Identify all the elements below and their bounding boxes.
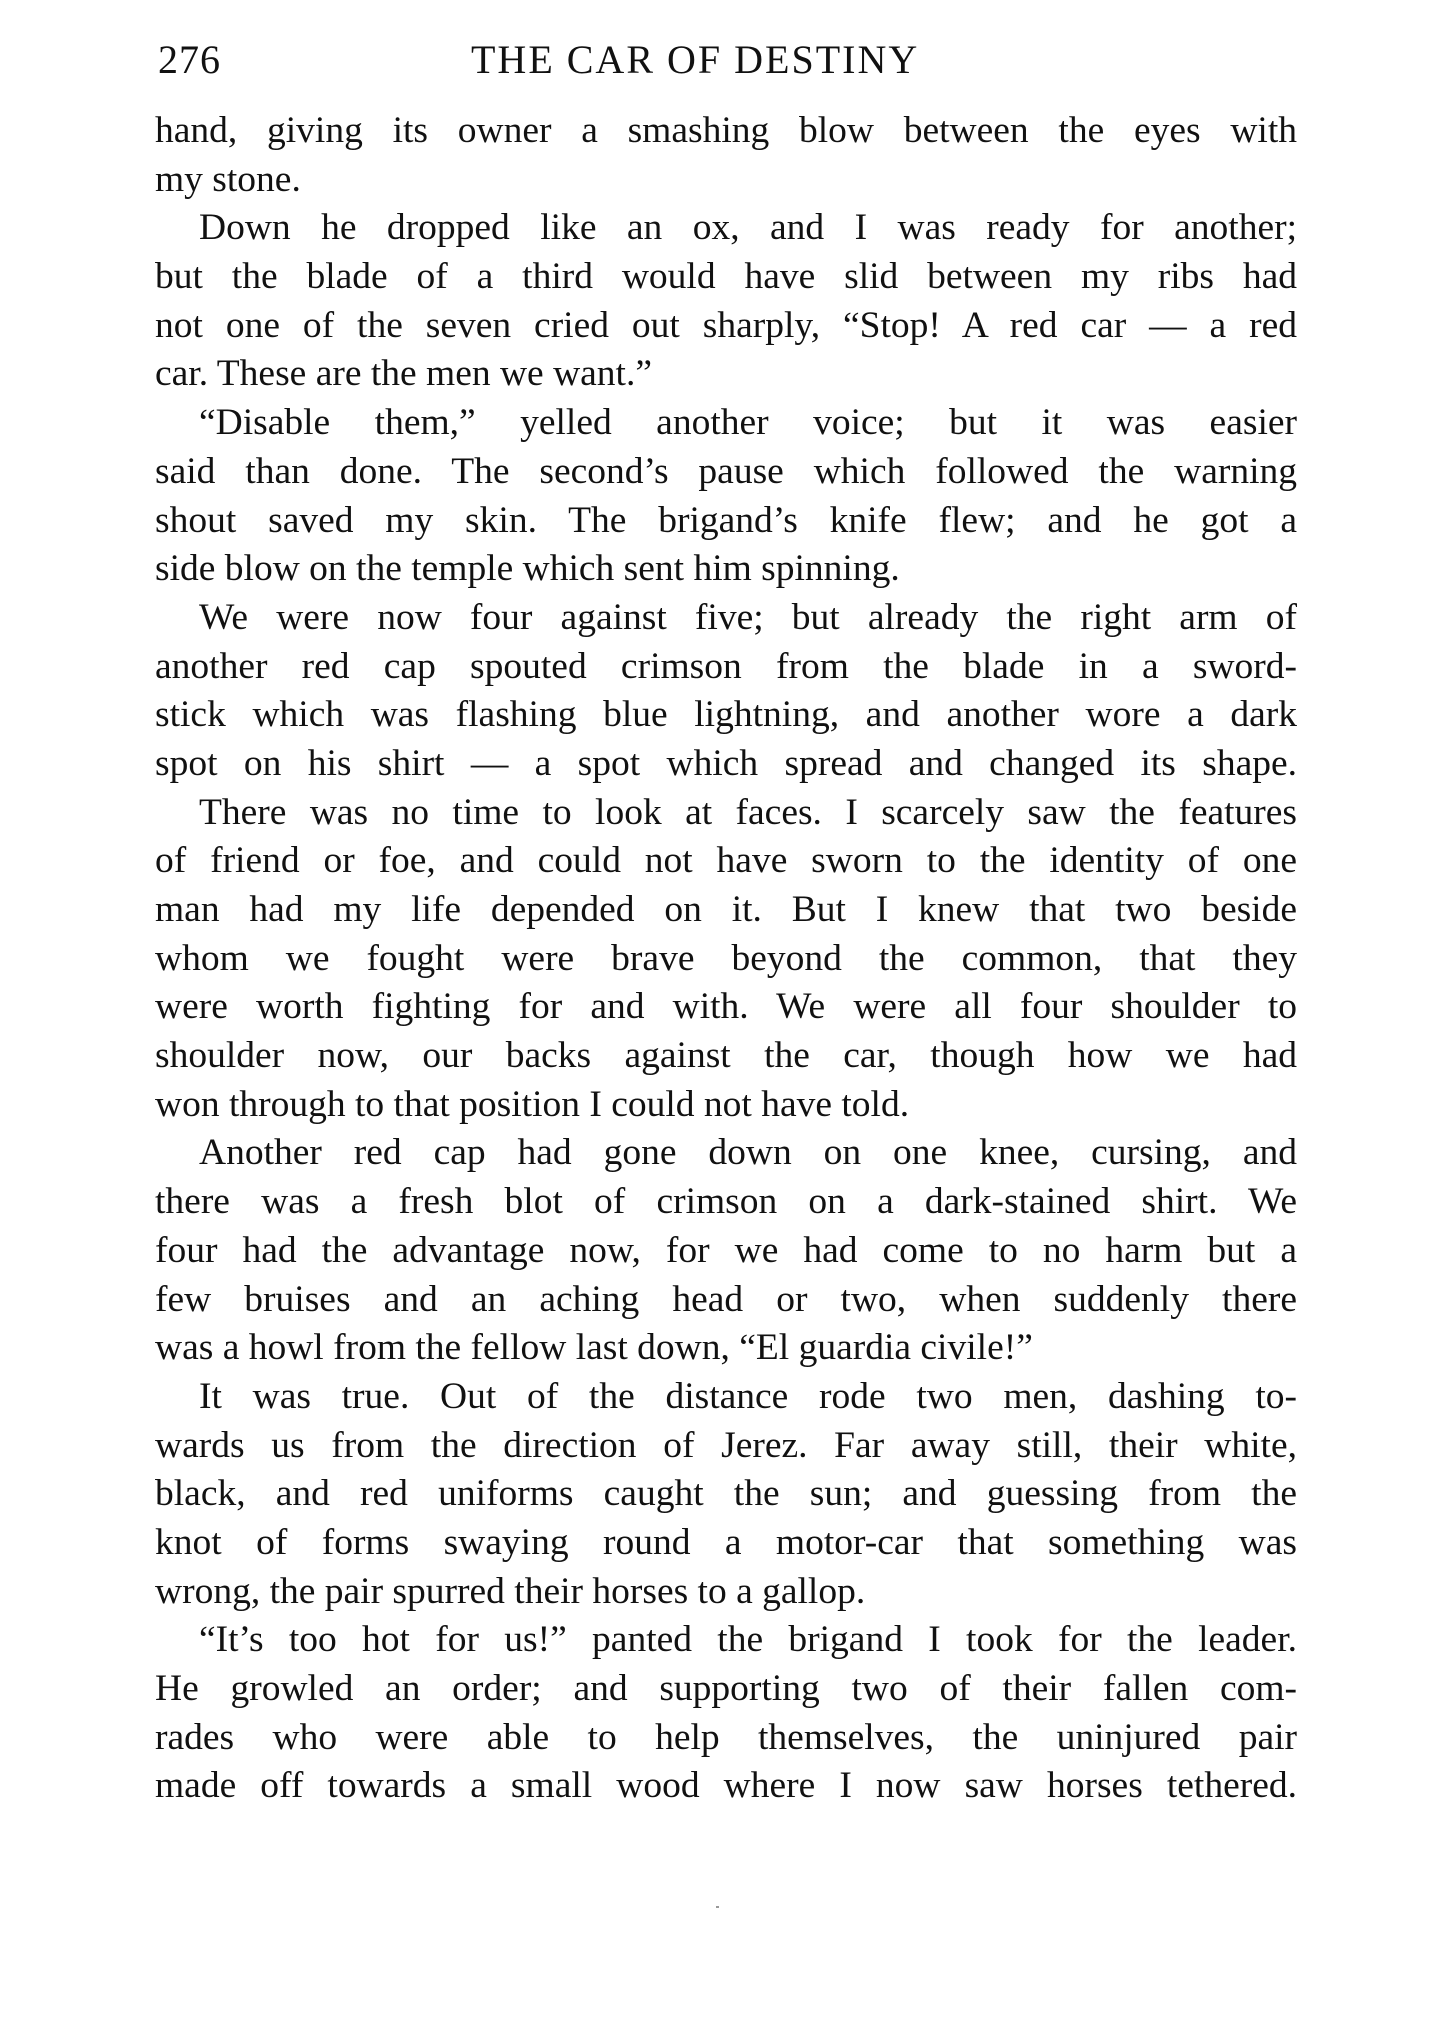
text-line: man had my life depended on it. But I knew that two beside bbox=[155, 889, 1297, 930]
text-line: was a howl from the fellow last down, “El guardia civile!” bbox=[155, 1327, 1033, 1369]
text-line: side blow on the temple which sent him spinning. bbox=[155, 548, 900, 590]
body-text bbox=[155, 107, 1297, 1811]
text-line: whom we fought were brave beyond the common, that they bbox=[155, 937, 1297, 979]
text-line: stick which was flashing blue lightning, and another wore a dark bbox=[155, 694, 1297, 736]
text-line: wards us from the direction of Jerez. Far away still, their white, bbox=[155, 1424, 1297, 1466]
text-line: Another red cap had gone down on one knee, cursing, and bbox=[199, 1132, 1297, 1174]
text-line: spot on his shirt — a spot which spread and changed its shape. bbox=[155, 742, 1297, 784]
text-line: There was no time to look at faces. I scarcely saw the features bbox=[199, 791, 1297, 833]
text-line: my stone. bbox=[155, 158, 301, 200]
text-line: four had the advantage now, for we had come to no harm but a bbox=[155, 1229, 1297, 1271]
text-line: “Disable them,” yelled another voice; but it was easier bbox=[199, 402, 1297, 444]
text-line: rades who were able to help themselves, the uninjured pair bbox=[155, 1716, 1297, 1758]
text-line: won through to that position I could not have told. bbox=[155, 1083, 910, 1125]
text-line: there was a fresh blot of crimson on a dark-stained shirt. We bbox=[155, 1181, 1297, 1223]
text-line: It was true. Out of the distance rode two men, dashing to- bbox=[199, 1375, 1297, 1417]
text-line: He growled an order; and supporting two of their fallen com- bbox=[155, 1668, 1297, 1709]
text-line: We were now four against five; but already the right arm of bbox=[199, 596, 1297, 638]
print-speck bbox=[716, 1906, 719, 1908]
text-line: Down he dropped like an ox, and I was ready for another; bbox=[199, 207, 1297, 249]
running-title: THE CAR OF DESTINY bbox=[471, 37, 920, 82]
text-line: but the blade of a third would have slid between my ribs had bbox=[155, 256, 1297, 298]
text-line: were worth fighting for and with. We were all four shoulder to bbox=[155, 986, 1297, 1028]
text-line: black, and red uniforms caught the sun; and guessing from the bbox=[155, 1473, 1297, 1515]
text-line: not one of the seven cried out sharply, “Stop! A red car — a red bbox=[155, 304, 1297, 346]
text-line: said than done. The second’s pause which followed the warning bbox=[155, 450, 1297, 492]
text-line: made off towards a small wood where I now saw horses tethered. bbox=[155, 1765, 1297, 1807]
text-line: hand, giving its owner a smashing blow between the eyes with bbox=[155, 110, 1297, 151]
text-line: few bruises and an aching head or two, when suddenly there bbox=[155, 1278, 1297, 1320]
text-line: shout saved my skin. The brigand’s knife flew; and he got a bbox=[155, 499, 1297, 541]
text-line: wrong, the pair spurred their horses to a gallop. bbox=[155, 1570, 866, 1612]
text-line: car. These are the men we want.” bbox=[155, 353, 652, 395]
page-header bbox=[158, 36, 1298, 96]
text-line: another red cap spouted crimson from the blade in a sword- bbox=[155, 645, 1297, 687]
text-line: knot of forms swaying round a motor-car that something was bbox=[155, 1521, 1297, 1563]
page-number: 276 bbox=[158, 37, 221, 82]
text-line: “It’s too hot for us!” panted the brigand I took for the leader. bbox=[199, 1619, 1297, 1661]
text-line: shoulder now, our backs against the car, though how we had bbox=[155, 1035, 1297, 1077]
text-line: of friend or foe, and could not have sworn to the identity of one bbox=[155, 840, 1297, 882]
